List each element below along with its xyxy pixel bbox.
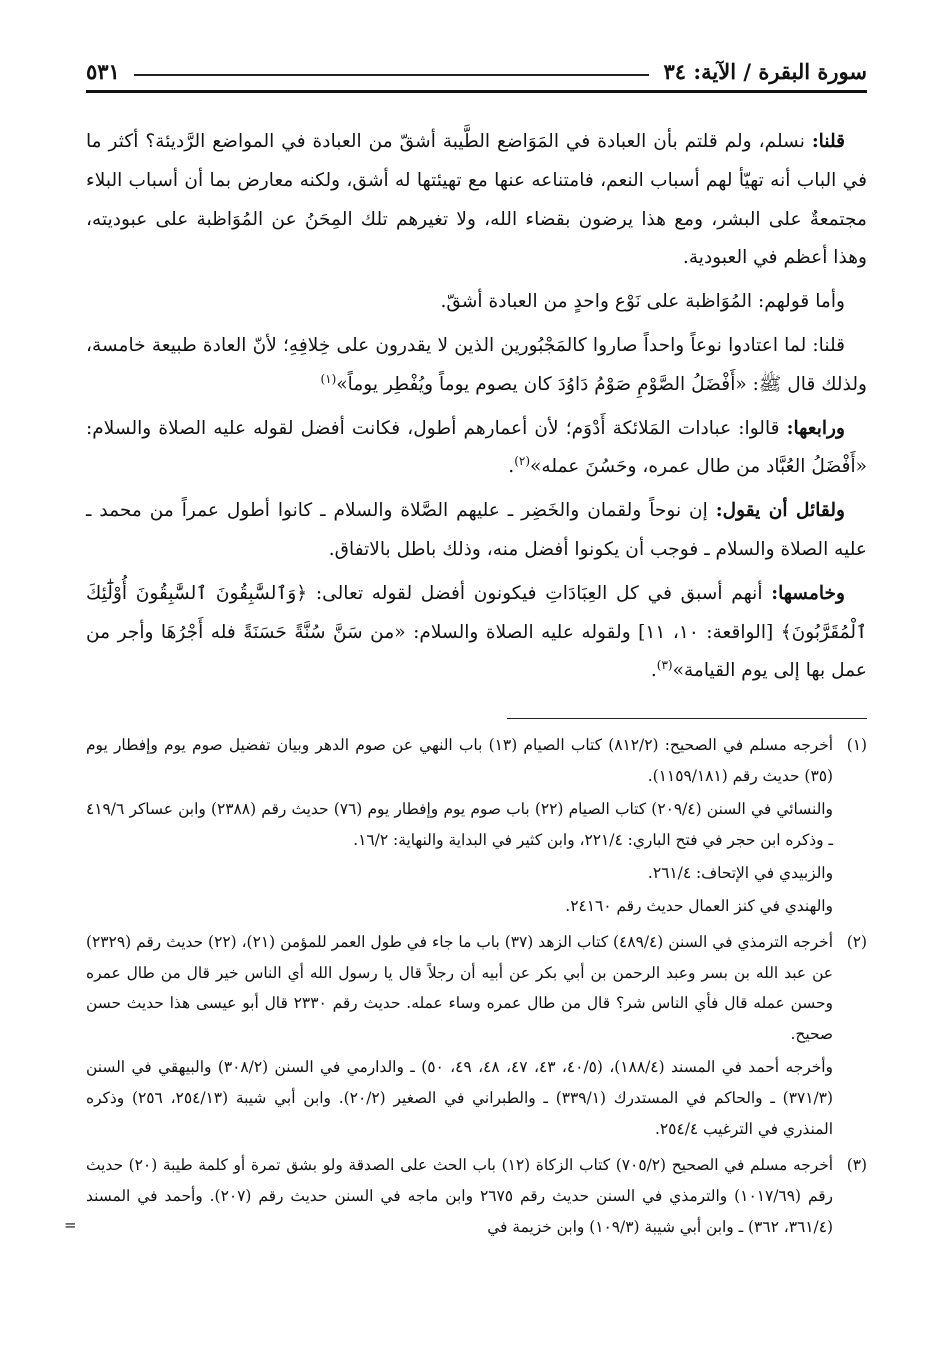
paragraph-text: وأما قولهم: المُوَاظبة على نَوْع واحدٍ من العبادة أشقّ. (440, 291, 845, 313)
footnote-number: (٢) (846, 932, 867, 951)
footnotes (64, 730, 867, 1245)
header-divider (86, 90, 867, 93)
paragraph-text: أنهم أسبق في كل العِبَادَاتِ فيكونون أفضل لقوله تعالى: ﴿وَٱلسَّٰبِقُونَ ٱلسَّٰبِقُونَ أُوْلَٰٓئِكَ ٱلْمُقَرَّبُونَ﴾ [الواقعة: ١٠، ١١] ولقوله عليه الصلاة والسلام: «من سَنَّ سُنَّةً حَسَنَةً فله أَجْرُهَا وأجر من عمل بها إلى يوم القيامة» (86, 582, 867, 682)
footnote (64, 1150, 867, 1245)
paragraph-lead: قلنا: (811, 131, 845, 152)
footnote-text: والنسائي في السنن (٢٠٩/٤) كتاب الصيام (٢٢) باب صوم يوم وإفطار يوم (٧٦) حديث رقم (٢٣٨٨) وابن عساكر ٤١٩/٦ ـ وذكره ابن حجر في فتح الباري: ٢٢١/٤، وابن كثير في البداية والنهاية: ١٦/٢. (86, 799, 833, 849)
footnote (86, 730, 867, 923)
paragraph (86, 575, 867, 691)
paragraph-lead: وخامسها: (771, 582, 845, 604)
footnote-text: والزبيدي في الإتحاف: ٢٦١/٤. (647, 863, 833, 882)
footnote-ref[interactable]: (٢) (514, 454, 531, 469)
footnote-text: أخرجه مسلم في الصحيح: (٨١٢/٢) كتاب الصيام (١٣) باب النهي عن صوم الدهر وبيان تفضيل صوم يوم وإفطار يوم (٣٥) حديث رقم (١١٥٩/١٨١). (86, 736, 833, 786)
paragraph-lead: ولقائل أن يقول: (715, 500, 845, 522)
page (64, 50, 867, 1248)
paragraph-tail: . (508, 456, 515, 478)
header-title: سورة البقرة / الآية: ٣٤ (663, 59, 867, 84)
paragraph-text: إن نوحاً ولقمان والخَضِر ـ عليهم الصَّلاة والسلام ـ كانوا أطول عمراً من محمد ـ عليه الصلاة والسلام ـ فوجب أن يكونوا أفضل منه، وذلك باطل بالاتفاق. (86, 500, 867, 560)
footnote-text: والهندي في كنز العمال حديث رقم ٢٤١٦٠. (565, 896, 833, 915)
continuation-mark: = (64, 1215, 77, 1234)
footnote-number: (٣) (846, 1155, 867, 1174)
footnote-text: أخرجه الترمذي في السنن (٤٨٩/٤) كتاب الزهد (٣٧) باب ما جاء في طول العمر للمؤمن (٢١)، (٢٢) حديث رقم (٢٣٢٩) عن عبد الله بن بسر وعبد الرحمن بن أبي بكر عن أبيه أن رجلاً قال يا رسول الله أي الناس خير قال من طال عمره وحسن عمله قال فأي الناس شر؟ قال من طال عمره وساء عمله. حديث رقم ٢٣٣٠ قال أبو عيسى هذا حديث حسن صحيح. (86, 932, 833, 1044)
paragraph-text: قالوا: عبادات المَلائكة أَدْوَم؛ لأن أعمارهم أطول، فكانت أفضل لقوله عليه الصلاة والسلام: «أَفْضَلُ العُبَّاد من طال عمره، وحَسُنَ عمله» (86, 417, 867, 478)
paragraph (86, 492, 867, 570)
footnote-text: وأخرجه أحمد في المسند (١٨٨/٤)، (٤٠/٥، ٤٣، ٤٧، ٤٨، ٤٩، ٥٠) ـ والدارمي في السنن (٣٠٨/٢) والبيهقي في السنن (٣٧١/٣) ـ والحاكم في المستدرك (٣٣٩/١) ـ والطبراني في الصغير (٢٠/٢). وابن أبي شيبة (٢٥٤/١٣، ٢٥٦) وذكره المنذري في الترغيب ٢٥٤/٤. (86, 1058, 833, 1139)
paragraph-tail: . (650, 660, 657, 682)
running-header (86, 50, 867, 84)
footnote-number: (١) (846, 736, 867, 755)
footnote-body (86, 730, 833, 923)
header-rule (134, 74, 650, 76)
paragraph-lead: ورابعها: (786, 417, 845, 439)
paragraph (86, 283, 867, 322)
page-number: ٥٣١ (86, 59, 120, 84)
paragraph (86, 123, 867, 278)
footnote-body (86, 927, 833, 1147)
footnote-text: أخرجه مسلم في الصحيح (٧٠٥/٢) كتاب الزكاة (١٢) باب الحث على الصدقة ولو بشق تمرة أو كلمة طيبة (٢٠) حديث رقم (١٠١٧/٦٩) والترمذي في السنن حديث رقم ٢٦٧٥ وابن ماجه في السنن حديث رقم (٢٠٧). وأحمد في المسند (٣٦١/٤، ٣٦٢) ـ وابن أبي شيبة (١٠٩/٣) وابن خزيمة في (86, 1155, 833, 1236)
paragraph-text: قلنا: لما اعتادوا نوعاً واحداً صاروا كالمَجْبُورين الذين لا يقدرون على خِلافِهِ؛ لأنّ العادة طبيعة خامسة، ولذلك قال ﷺ: «أَفْضَلُ الصَّوْمِ صَوْمُ دَاوُدَ كان يصوم يوماً ويُفْطِر يوماً» (86, 334, 867, 395)
footnote-body (86, 1150, 833, 1245)
footnote (86, 927, 867, 1147)
paragraph-text: نسلم، ولم قلتم بأن العبادة في المَوَاضع الطَّيبة أشقّ من العبادة في المواضع الرَّديئة؟ أكثر ما في الباب أنه تهيّأ لهم أسباب النعم، فامتناعه عنها مع تهيئتها له أشق، ولكنه معارض بما أن أسباب البلاء مجتمعةٌ على البشر، ومع هذا يرضون بقضاء الله، ولا تغيرهم تلك المِحَنُ عن المُوَاظبة على عبوديته، وهذا أعظم في العبودية. (86, 131, 867, 269)
footnote-separator (507, 718, 867, 719)
footnote-ref[interactable]: (٣) (656, 658, 673, 673)
main-text (86, 123, 867, 691)
paragraph (86, 410, 867, 488)
paragraph (86, 327, 867, 405)
footnote-ref[interactable]: (١) (320, 371, 337, 386)
